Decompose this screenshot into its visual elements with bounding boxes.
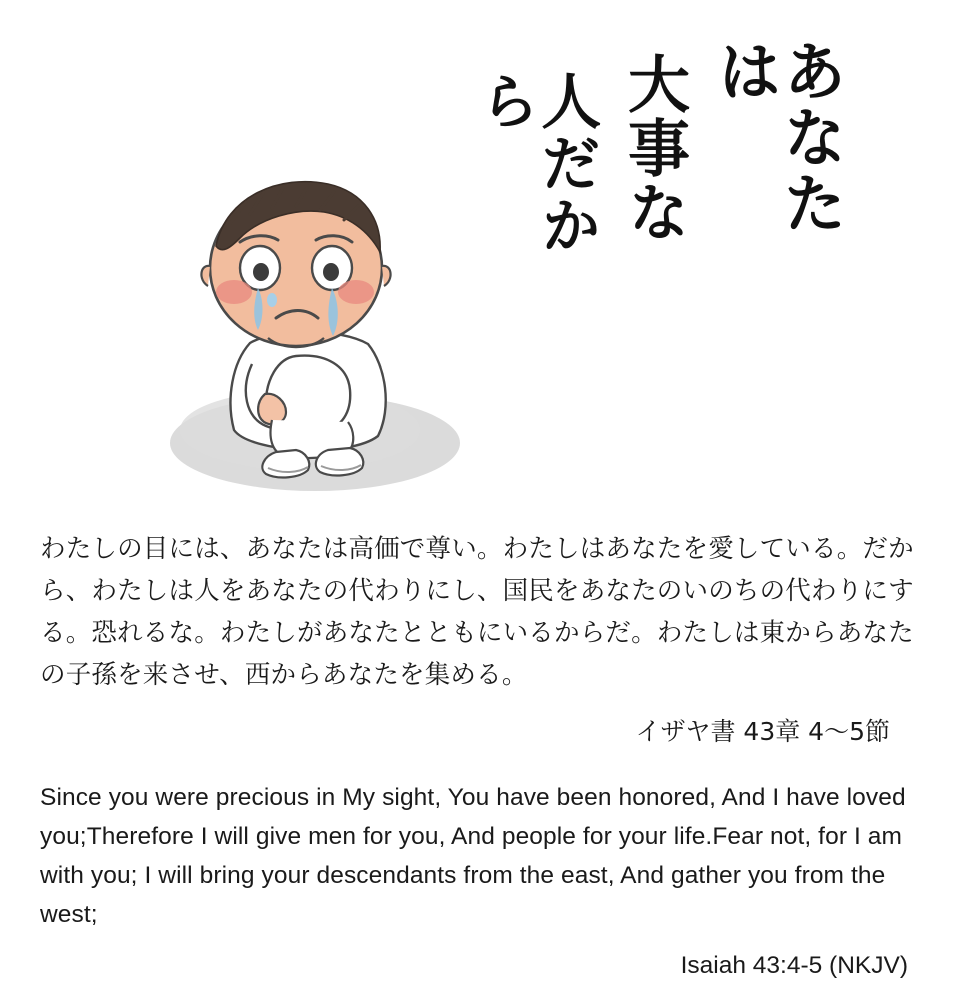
calligraphy-column-3: 人だから: [470, 70, 602, 256]
japanese-calligraphy-banner: [470, 30, 856, 288]
english-scripture-reference: Isaiah 43:4-5 (NKJV): [680, 952, 908, 979]
japanese-scripture-block: [40, 528, 920, 748]
english-scripture-block: [40, 778, 920, 980]
crying-boy-illustration: [100, 168, 520, 513]
japanese-scripture-reference: イザヤ書 43章 4〜5節: [635, 717, 890, 746]
calligraphy-column-1: あなたは: [706, 38, 847, 236]
english-scripture-text: Since you were precious in My sight, You have been honored, And I have loved you;Therefore I will give men for you, And people for your life.Fear not, for I am with you; I will bring your descendants from the east, And gather you from the west;: [40, 784, 906, 928]
japanese-scripture-text: わたしの目には、あなたは高価で尊い。わたしはあなたを愛している。だから、わたしは人をあなたの代わりにし、国民をあなたのいのちの代わりにする。恐れるな。わたしがあなたとともにいるからだ。わたしは東からあなたの子孫を来させ、西からあなたを集める。: [40, 534, 914, 690]
calligraphy-column-2: 大事な: [617, 52, 691, 244]
